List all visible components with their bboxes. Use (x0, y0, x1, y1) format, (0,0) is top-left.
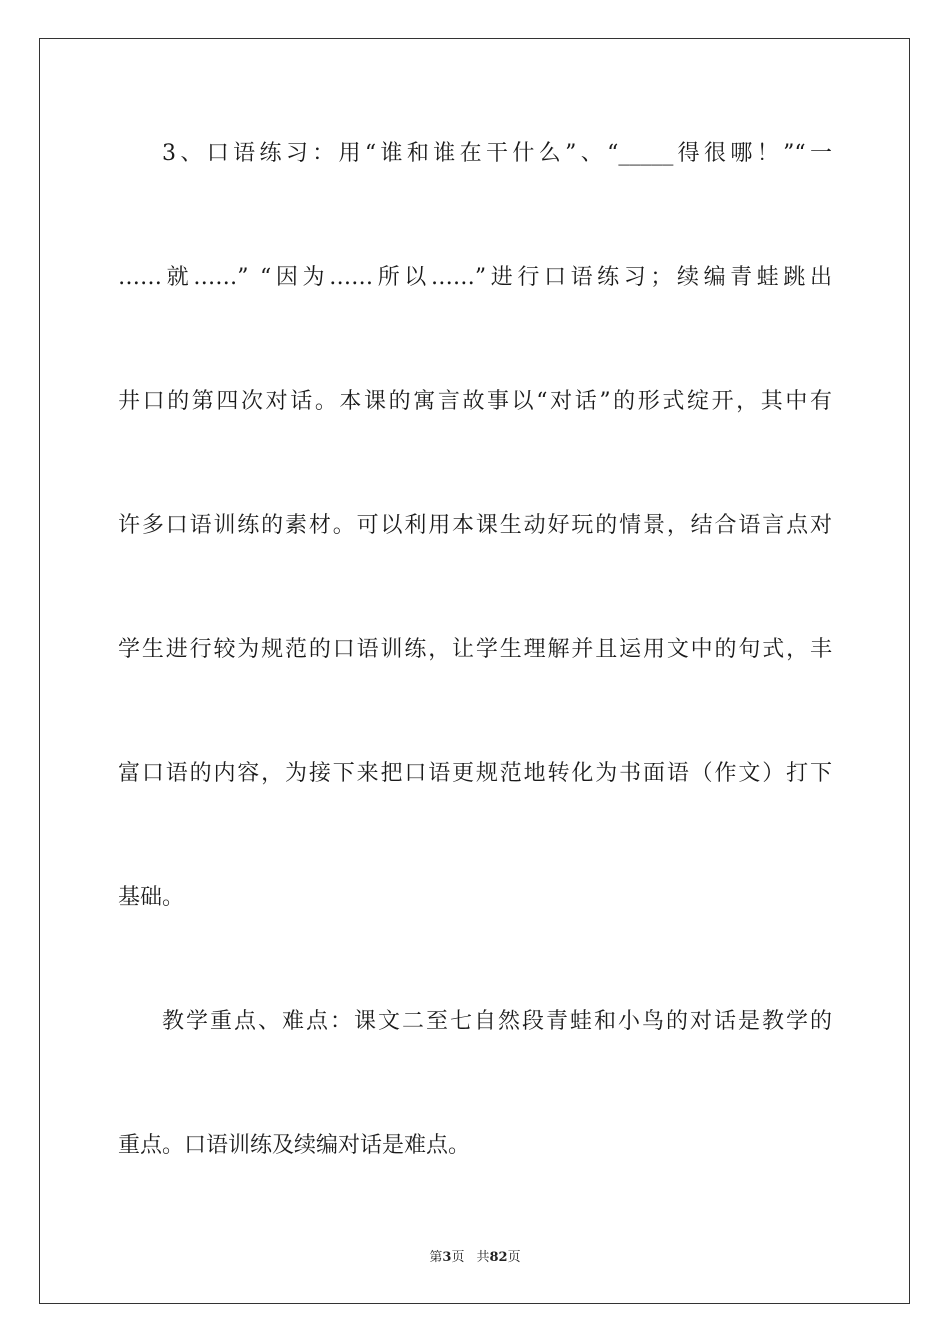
page-frame (39, 38, 910, 1304)
paragraph-line-3: 井口的第四次对话。本课的寓言故事以“对话”的形式绽开，其中有 (118, 389, 832, 414)
page-number: 3 (442, 1250, 452, 1265)
paragraph-line-1: 3、口语练习：用“谁和谁在干什么”、“_____得很哪！”“一 (162, 141, 832, 166)
total-prefix: 共 (476, 1250, 490, 1265)
paragraph-line-7: 基础。 (118, 885, 185, 910)
paragraph-line-9: 重点。口语训练及续编对话是难点。 (118, 1133, 471, 1158)
paragraph-line-4: 许多口语训练的素材。可以利用本课生动好玩的情景，结合语言点对 (118, 513, 832, 538)
page-footer (0, 1246, 950, 1265)
total-pages: 82 (489, 1250, 508, 1265)
paragraph-line-5: 学生进行较为规范的口语训练，让学生理解并且运用文中的句式，丰 (118, 637, 832, 662)
page-suffix: 页 (451, 1250, 465, 1265)
paragraph-line-6: 富口语的内容，为接下来把口语更规范地转化为书面语（作文）打下 (118, 761, 832, 786)
paragraph-line-2: ……就……” “因为……所以……”进行口语练习；续编青蛙跳出 (118, 265, 832, 290)
page-prefix: 第 (429, 1250, 443, 1265)
paragraph-line-8: 教学重点、难点：课文二至七自然段青蛙和小鸟的对话是教学的 (162, 1009, 832, 1034)
total-suffix: 页 (507, 1250, 521, 1265)
